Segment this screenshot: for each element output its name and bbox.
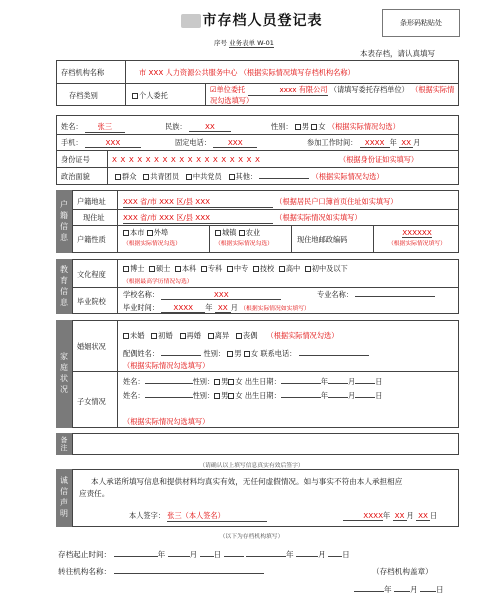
checkbox-icon [253, 266, 259, 272]
level-option: 初中及以下 [311, 264, 348, 273]
child-row[interactable]: 姓名： 性别： 男 女 出生日期： 年 月 日 [123, 391, 383, 400]
checkbox-icon [279, 266, 285, 272]
id-hint: （根据身份证如实填写） [339, 155, 419, 164]
political-label: 政治面貌 [61, 172, 90, 181]
checkbox-icon [244, 351, 250, 357]
signature-date[interactable]: XXXX年 XX 月 XX 日 [343, 511, 437, 521]
serial-value: 业务表单 W-01 [229, 39, 274, 47]
signature-field[interactable]: 本人签字： 张三（本人签名） [129, 511, 267, 522]
stamp-label: （存档机构盖章） [372, 567, 433, 576]
marital-option: 未婚 [130, 331, 145, 340]
postcode-value[interactable]: XXXXXX （根据实际情况填写） [388, 228, 446, 247]
checkbox-icon [305, 266, 311, 272]
checkbox-icon [228, 379, 234, 385]
checkbox-icon [132, 93, 138, 99]
remark-side-label: 备注 [56, 433, 72, 455]
declaration-text-2: 应责任。 [79, 489, 110, 498]
checkbox-icon [115, 174, 121, 180]
checkbox-icon [180, 333, 186, 339]
level-option: 博士 [130, 264, 145, 273]
unit-name-value: xxxx 有限公司 [248, 85, 328, 96]
gender-field[interactable]: 性别： 男 女 （根据实际情况勾选） [271, 122, 400, 131]
checkbox-icon [214, 379, 220, 385]
archive-type-label: 存档类别 [69, 91, 98, 100]
checkbox-icon [123, 333, 129, 339]
family-side-label: 家庭状况 [56, 320, 72, 428]
checkbox-icon [239, 230, 245, 236]
marital-option: 初婚 [158, 331, 173, 340]
marital-label: 婚姻状况 [77, 342, 106, 351]
nation-field[interactable]: 民族： XX [165, 122, 231, 132]
hukou-location-options[interactable]: 本市 外埠 （根据实际情况勾选） [123, 228, 181, 247]
spouse-field[interactable]: 配偶姓名： 性别： 男 女 联系电话： （根据实际情况勾选填写） [123, 349, 369, 371]
form-note: 本表存档，请认真填写 [360, 49, 435, 58]
declaration-side-label: 诚信声明 [56, 469, 72, 527]
checkbox-icon [227, 266, 233, 272]
hukou-side-label: 户籍信息 [56, 190, 72, 253]
political-options[interactable]: 群众 共青团员 中共党员 其他： （根据实际情况勾选） [115, 172, 384, 182]
checkbox-icon [236, 333, 242, 339]
level-option: 专科 [207, 264, 223, 273]
declaration-text: 本人承诺所填写信息和提供材料均真实有效，无任何虚假情况。如与事实不符由本人承担相应 [91, 477, 403, 486]
note-above: （请确认以上填写信息真实有效后签字） [199, 463, 304, 469]
basic-info-section [56, 115, 459, 185]
serial-number: 序号 业务表单 W-01 [214, 39, 274, 47]
education-level-options[interactable]: 博士 硕士 本科 专科 中专 技校 高中 初中及以下 （根据最高学历情况勾选） [123, 264, 348, 285]
child-hint: （根据实际情况勾选填写） [123, 417, 210, 426]
hukou-type-options[interactable]: 城镇 农业 （根据实际情况勾选） [215, 228, 273, 247]
name-field[interactable]: 姓名： 张三 [61, 122, 125, 133]
stamp-date[interactable]: 年 月 日 [354, 584, 444, 595]
education-level-label: 文化程度 [77, 270, 106, 279]
checkbox-icon [147, 230, 153, 236]
checkbox-icon [228, 393, 234, 399]
family-section [72, 320, 459, 428]
checkbox-icon [143, 174, 149, 180]
id-label: 身份证号 [61, 155, 90, 164]
level-option: 中专 [233, 264, 249, 273]
checkbox-icon [175, 266, 181, 272]
barcode-area: 条形码粘贴处 [382, 9, 460, 37]
marital-option: 离异 [214, 331, 230, 340]
child-label: 子女情况 [77, 397, 106, 406]
remark-field[interactable] [72, 433, 459, 455]
postcode-label: 现住地邮政编码 [297, 235, 348, 244]
checkbox-icon [186, 174, 192, 180]
title-text: 市存档人员登记表 [202, 13, 323, 29]
school-label: 毕业院校 [77, 297, 106, 306]
agency-name-value[interactable]: 市 XXX 人力资源公共服务中心 （根据实际情况填写存档机构名称） [139, 68, 355, 77]
children-fields[interactable] [123, 377, 382, 405]
checkbox-icon [208, 333, 214, 339]
checkbox-icon [149, 266, 155, 272]
major-field[interactable]: 专业名称： [317, 290, 435, 300]
redacted-region [181, 14, 201, 28]
education-side-label: 教育信息 [56, 259, 72, 314]
current-address-label: 现住址 [83, 213, 105, 222]
work-date-field[interactable]: 参加工作时间： XXXX 年 XX 月 [307, 138, 421, 147]
archive-period-field[interactable]: 存档起止时间： 年 月 日 年 月 日 [58, 550, 350, 559]
level-option: 高中 [285, 264, 301, 273]
hukou-address-label: 户籍地址 [77, 197, 106, 206]
unit-option[interactable]: ☑单位委托 xxxx 有限公司 （请填写委托存档单位） （根据实际情况勾选填写） [210, 85, 455, 105]
checkbox-icon [311, 124, 317, 130]
agency-section [56, 60, 459, 106]
level-option: 本科 [181, 264, 197, 273]
agency-name-label: 存档机构名称 [61, 68, 105, 77]
checkbox-icon [151, 333, 157, 339]
level-option: 硕士 [155, 264, 171, 273]
checkbox-icon [215, 230, 221, 236]
checkbox-icon [214, 393, 220, 399]
declaration-section [72, 469, 459, 527]
checkbox-icon [229, 174, 235, 180]
checkbox-icon [201, 266, 207, 272]
id-value[interactable]: X X X X X X X X X X X X X X X X X X [112, 155, 261, 164]
level-option: 技校 [259, 264, 275, 273]
phone-field[interactable]: 固定电话： XXX [175, 138, 257, 148]
hukou-nature-label: 户籍性质 [77, 235, 106, 244]
child-row[interactable]: 姓名： 性别： 男 女 出生日期： 年 月 日 [123, 377, 383, 386]
marital-option: 丧偶 [243, 331, 258, 340]
checkbox-icon [123, 266, 129, 272]
checkbox-icon [227, 351, 233, 357]
mobile-field[interactable]: 手机： XXX [61, 138, 141, 148]
grad-date-field[interactable]: 毕业时间： XXXX 年 XX 月 （根据实际情况如实填写） [123, 303, 310, 312]
checkbox-icon [295, 124, 301, 130]
marital-options[interactable]: 未婚 初婚 再婚 离异 丧偶 （根据实际情况勾选） [123, 331, 338, 341]
hukou-section [72, 190, 459, 253]
education-section [72, 259, 459, 314]
marital-option: 再婚 [186, 331, 201, 340]
note-below: （以下为存档机构填写） [219, 534, 284, 540]
school-name-field[interactable]: 学校名称： XXX [123, 290, 281, 300]
personal-option[interactable]: 个人委托 [132, 91, 168, 101]
current-address-value[interactable]: XXX 省/市 XXX 区/县 XXX （根据实际情况如实填写） [123, 213, 362, 222]
hukou-address-value[interactable]: XXX 省/市 XXX 区/县 XXX （根据居民户口簿首页住址如实填写） [123, 197, 398, 206]
checkbox-icon [123, 230, 129, 236]
transfer-agency-field[interactable]: 转往机构名称： [58, 566, 264, 577]
